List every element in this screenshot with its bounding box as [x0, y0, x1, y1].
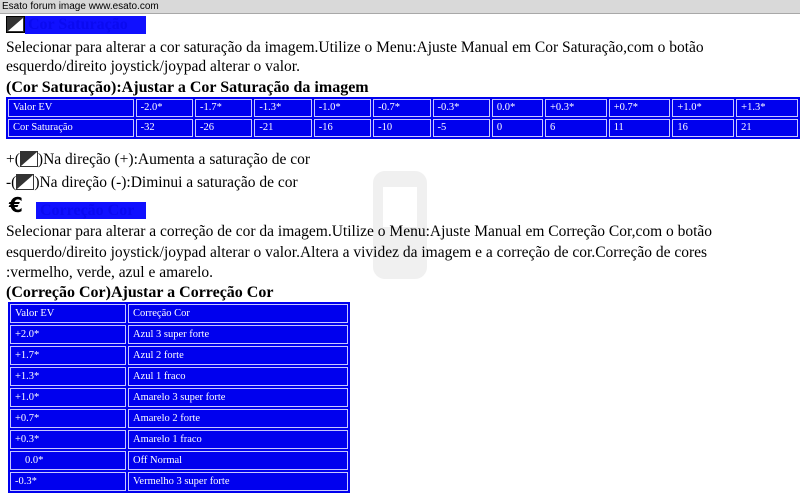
table-cell: +1.7* — [10, 346, 126, 365]
table-row — [8, 99, 798, 117]
table-row — [10, 388, 348, 407]
table-cell: -32 — [136, 119, 193, 137]
table-cell: +0.7* — [10, 409, 126, 428]
table-cell: -1.3* — [254, 99, 311, 117]
section2-paragraph-line2: esquerdo/direito joystick/joypad alterar o valor.Altera a vividez da imagem e a correção de cor.Correção de cores — [6, 244, 708, 261]
minus-description: )Na direção (-):Diminui a saturação de cor — [34, 174, 298, 191]
saturation-icon — [20, 151, 38, 167]
table-cell: -0.3* — [10, 472, 126, 491]
color-correction-table — [8, 302, 350, 493]
table-cell: +2.0* — [10, 325, 126, 344]
table-cell: Cor Saturação — [8, 119, 134, 137]
table-cell: Azul 3 super forte — [128, 325, 348, 344]
table-cell: -0.7* — [373, 99, 430, 117]
table-cell: +0.7* — [609, 99, 671, 117]
section2-subheading: (Correção Cor)Ajustar a Correção Cor — [6, 284, 274, 301]
color-correction-icon: € — [9, 193, 23, 217]
table-cell: 21 — [736, 119, 798, 137]
plus-description: )Na direção (+):Aumenta a saturação de cor — [37, 151, 311, 168]
table-cell: Amarelo 2 forte — [128, 409, 348, 428]
table-cell: Vermelho 3 super forte — [128, 472, 348, 491]
table-row — [10, 451, 348, 470]
table-cell: -21 — [254, 119, 311, 137]
table-cell: +0.3* — [545, 99, 607, 117]
table-cell: +0.3* — [10, 430, 126, 449]
banner-text: Esato forum image www.esato.com — [2, 1, 159, 12]
plus-prefix: +( — [6, 151, 20, 168]
table-cell: 0.0* — [10, 451, 126, 470]
table-cell: -16 — [314, 119, 371, 137]
table-cell: -26 — [195, 119, 252, 137]
saturation-table — [6, 97, 800, 139]
table-cell: Amarelo 3 super forte — [128, 388, 348, 407]
section1-subheading: (Cor Saturação):Ajustar a Cor Saturação da imagem — [6, 79, 369, 96]
table-cell: -1.7* — [195, 99, 252, 117]
minus-direction-line — [6, 173, 298, 193]
saturation-icon — [6, 16, 25, 33]
table-cell: +1.0* — [672, 99, 734, 117]
table-row — [10, 367, 348, 386]
table-header-cell: Correção Cor — [128, 304, 348, 323]
table-cell: 6 — [545, 119, 607, 137]
table-cell: +1.3* — [736, 99, 798, 117]
table-cell: 0 — [492, 119, 543, 137]
table-cell: 11 — [609, 119, 671, 137]
table-cell: Off Normal — [128, 451, 348, 470]
table-cell: Azul 2 forte — [128, 346, 348, 365]
table-header-cell: Valor EV — [10, 304, 126, 323]
section1-heading: Cor Saturação — [28, 16, 128, 33]
table-header-row — [10, 304, 348, 323]
table-cell: Amarelo 1 fraco — [128, 430, 348, 449]
table-cell: -10 — [373, 119, 430, 137]
plus-direction-line — [6, 150, 310, 170]
saturation-icon — [16, 174, 34, 190]
table-row — [10, 346, 348, 365]
forum-image-banner — [0, 0, 800, 14]
table-row — [10, 472, 348, 491]
section2-paragraph-line3: :vermelho, verde, azul e amarelo. — [6, 264, 213, 281]
table-row — [8, 119, 798, 137]
table-cell: -2.0* — [136, 99, 193, 117]
table-row — [10, 430, 348, 449]
table-cell: 16 — [672, 119, 734, 137]
table-cell: -0.3* — [433, 99, 490, 117]
table-cell: +1.0* — [10, 388, 126, 407]
table-cell: -5 — [433, 119, 490, 137]
table-cell: 0.0* — [492, 99, 543, 117]
section1-paragraph-line1: Selecionar para alterar a cor saturação da imagem.Utilize o Menu:Ajuste Manual em Cor Saturação,com o botão — [6, 39, 704, 56]
table-cell: +1.3* — [10, 367, 126, 386]
section2-heading: Correção Cor — [40, 202, 135, 219]
section1-paragraph-line2: esquerdo/direito joystick/joypad alterar o valor. — [6, 58, 300, 75]
section2-paragraph-line1: Selecionar para alterar a correção de cor da imagem.Utilize o Menu:Ajuste Manual em Correção Cor,com o botão — [6, 223, 713, 240]
table-row — [10, 325, 348, 344]
minus-prefix: -( — [6, 174, 17, 191]
table-row — [10, 409, 348, 428]
table-cell: Valor EV — [8, 99, 134, 117]
table-cell: -1.0* — [314, 99, 371, 117]
table-cell: Azul 1 fraco — [128, 367, 348, 386]
